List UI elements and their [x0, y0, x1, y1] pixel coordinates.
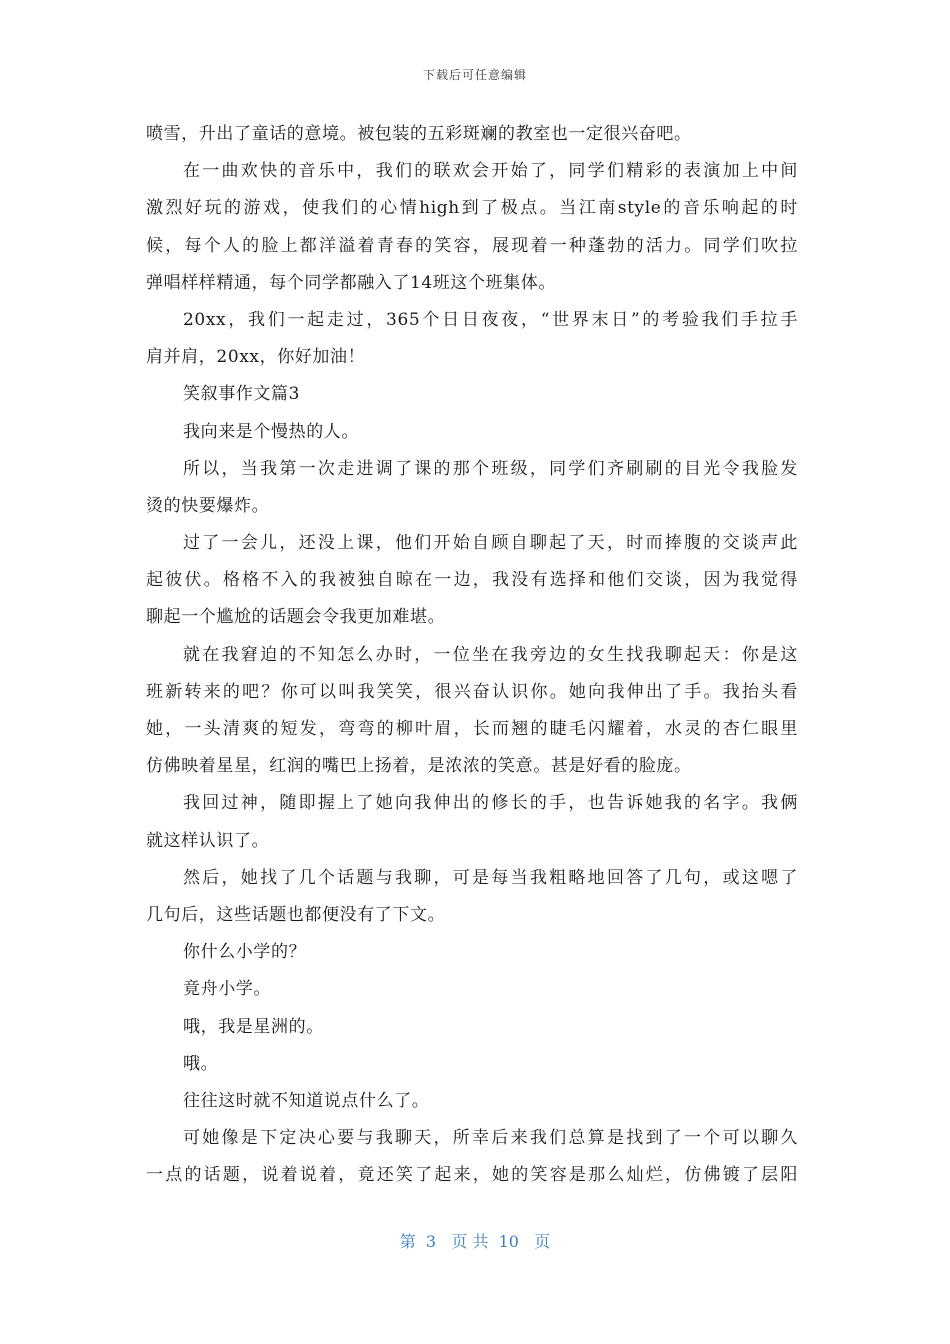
text-line: 肩并肩，20xx，你好加油！ — [146, 347, 366, 368]
text-line: 你什么小学的？ — [183, 942, 307, 963]
document-body — [146, 116, 798, 1194]
page-header: 下载后可任意编辑 — [422, 68, 527, 82]
text-line: 往往这时就不知道说点什么了。 — [183, 1090, 430, 1111]
text-line: 激烈好玩的游戏，使我们的心情high到了极点。当江南style的音乐响起的时 — [146, 198, 798, 219]
text-line: 哦。 — [183, 1053, 219, 1074]
text-line: 我向来是个慢热的人。 — [183, 421, 359, 442]
text-line: 候，每个人的脸上都洋溢着青春的笑容，展现着一种蓬勃的活力。同学们吹拉 — [146, 235, 798, 256]
text-line: 20xx，我们一起走过，365个日日夜夜，“世界末日”的考验我们手拉手 — [183, 309, 798, 330]
page-number-footer: 第 3 页 共 10 页 — [399, 1232, 551, 1251]
text-line: 就在我窘迫的不知怎么办时，一位坐在我旁边的女生找我聊起天：你是这 — [183, 644, 798, 665]
text-line: 弹唱样样精通，每个同学都融入了14班这个班集体。 — [146, 272, 557, 293]
text-line: 烫的快要爆炸。 — [146, 495, 270, 516]
text-line: 然后，她找了几个话题与我聊，可是每当我粗略地回答了几句，或这嗯了 — [183, 867, 798, 888]
text-line: 可她像是下定决心要与我聊天，所幸后来我们总算是找到了一个可以聊久 — [183, 1128, 798, 1149]
text-line: 喷雪，升出了童话的意境。被包装的五彩斑斓的教室也一定很兴奋吧。 — [146, 124, 692, 144]
text-line: 聊起一个尴尬的话题会令我更加难堪。 — [146, 607, 446, 628]
text-line: 一点的话题，说着说着，竟还笑了起来，她的笑容是那么灿烂，仿佛镀了层阳 — [146, 1165, 798, 1186]
text-line: 过了一会儿，还没上课，他们开始自顾自聊起了天，时而捧腹的交谈声此 — [183, 533, 798, 554]
text-line: 哦，我是星洲的。 — [183, 1016, 324, 1037]
text-line: 笑叙事作文篇3 — [183, 384, 301, 405]
text-line: 仿佛映着星星，红润的嘴巴上扬着，是浓浓的笑意。甚是好看的脸庞。 — [146, 756, 692, 777]
text-line: 在一曲欢快的音乐中，我们的联欢会开始了，同学们精彩的表演加上中间 — [183, 161, 798, 182]
text-line: 起彼伏。格格不入的我被独自晾在一边，我没有选择和他们交谈，因为我觉得 — [146, 570, 798, 591]
text-line: 我回过神，随即握上了她向我伸出的修长的手，也告诉她我的名字。我俩 — [183, 793, 798, 814]
text-line: 竟舟小学。 — [183, 979, 271, 1000]
text-line: 班新转来的吧？你可以叫我笑笑，很兴奋认识你。她向我伸出了手。我抬头看 — [146, 681, 798, 702]
text-line: 几句后，这些话题也都便没有了下文。 — [146, 904, 446, 925]
text-line: 她，一头清爽的短发，弯弯的柳叶眉，长而翘的睫毛闪耀着，水灵的杏仁眼里 — [146, 719, 798, 739]
text-line: 所以，当我第一次走进调了课的那个班级，同学们齐刷刷的目光令我脸发 — [183, 458, 798, 479]
text-line: 就这样认识了。 — [146, 830, 270, 851]
